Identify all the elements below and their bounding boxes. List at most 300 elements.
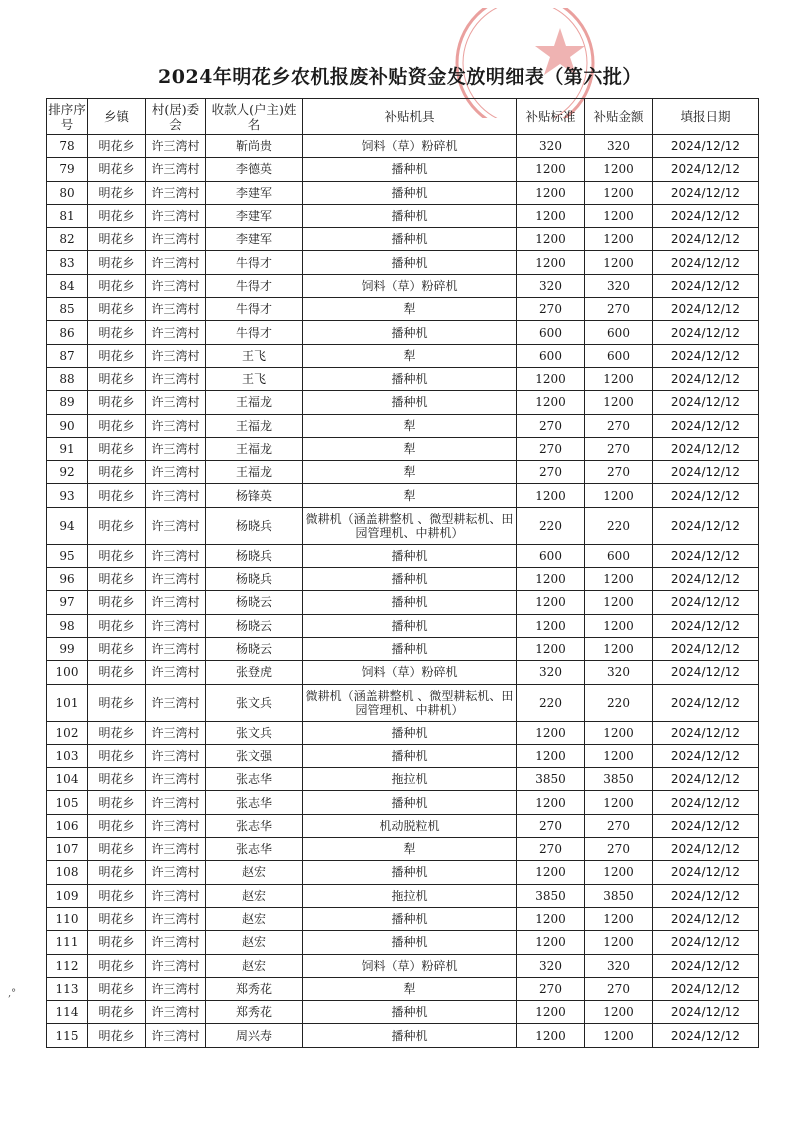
cell-date: 2024/12/12: [653, 1024, 759, 1047]
cell-seq: 89: [47, 391, 88, 414]
cell-payee: 张文兵: [206, 721, 303, 744]
cell-seq: 80: [47, 181, 88, 204]
header-payee: 收款人(户主)姓名: [206, 99, 303, 135]
cell-payee: 赵宏: [206, 954, 303, 977]
cell-amount: 3850: [585, 768, 653, 791]
cell-machine: 播种机: [303, 544, 517, 567]
cell-amount: 3850: [585, 884, 653, 907]
cell-seq: 88: [47, 367, 88, 390]
cell-machine: 机动脱粒机: [303, 814, 517, 837]
cell-standard: 1200: [517, 1001, 585, 1024]
cell-machine: 播种机: [303, 367, 517, 390]
table-row: [47, 274, 759, 297]
table-row: [47, 298, 759, 321]
cell-amount: 320: [585, 954, 653, 977]
cell-seq: 114: [47, 1001, 88, 1024]
cell-village: 许三湾村: [146, 135, 206, 158]
cell-machine: 犁: [303, 344, 517, 367]
cell-date: 2024/12/12: [653, 791, 759, 814]
cell-village: 许三湾村: [146, 684, 206, 721]
cell-amount: 270: [585, 461, 653, 484]
cell-machine: 饲料（草）粉碎机: [303, 274, 517, 297]
cell-township: 明花乡: [88, 614, 146, 637]
cell-date: 2024/12/12: [653, 274, 759, 297]
cell-machine: 拖拉机: [303, 768, 517, 791]
cell-amount: 270: [585, 298, 653, 321]
cell-payee: 王福龙: [206, 437, 303, 460]
cell-village: 许三湾村: [146, 391, 206, 414]
table-row: [47, 814, 759, 837]
cell-amount: 1200: [585, 484, 653, 507]
cell-machine: 播种机: [303, 1001, 517, 1024]
cell-amount: 1200: [585, 228, 653, 251]
table-row: [47, 484, 759, 507]
cell-standard: 1200: [517, 181, 585, 204]
cell-standard: 320: [517, 661, 585, 684]
table-row: [47, 228, 759, 251]
cell-payee: 周兴寿: [206, 1024, 303, 1047]
cell-machine: 播种机: [303, 907, 517, 930]
cell-payee: 李建军: [206, 228, 303, 251]
cell-date: 2024/12/12: [653, 367, 759, 390]
header-seq: 排序序号: [47, 99, 88, 135]
cell-seq: 85: [47, 298, 88, 321]
cell-standard: 1200: [517, 744, 585, 767]
cell-machine: 播种机: [303, 744, 517, 767]
cell-amount: 220: [585, 507, 653, 544]
cell-date: 2024/12/12: [653, 321, 759, 344]
cell-amount: 1200: [585, 391, 653, 414]
cell-seq: 78: [47, 135, 88, 158]
cell-standard: 600: [517, 321, 585, 344]
cell-seq: 102: [47, 721, 88, 744]
cell-amount: 1200: [585, 637, 653, 660]
cell-payee: 杨晓兵: [206, 507, 303, 544]
cell-village: 许三湾村: [146, 298, 206, 321]
cell-seq: 107: [47, 838, 88, 861]
cell-date: 2024/12/12: [653, 344, 759, 367]
cell-seq: 91: [47, 437, 88, 460]
cell-payee: 杨锋英: [206, 484, 303, 507]
cell-payee: 赵宏: [206, 931, 303, 954]
cell-standard: 1200: [517, 484, 585, 507]
cell-amount: 1200: [585, 204, 653, 227]
cell-township: 明花乡: [88, 721, 146, 744]
cell-standard: 1200: [517, 367, 585, 390]
cell-village: 许三湾村: [146, 437, 206, 460]
cell-seq: 82: [47, 228, 88, 251]
cell-village: 许三湾村: [146, 461, 206, 484]
cell-machine: 微耕机（涵盖耕整机 、微型耕耘机、田园管理机、中耕机）: [303, 684, 517, 721]
cell-standard: 220: [517, 507, 585, 544]
cell-amount: 1200: [585, 721, 653, 744]
cell-township: 明花乡: [88, 931, 146, 954]
cell-payee: 张登虎: [206, 661, 303, 684]
cell-seq: 86: [47, 321, 88, 344]
cell-amount: 220: [585, 684, 653, 721]
cell-seq: 106: [47, 814, 88, 837]
cell-township: 明花乡: [88, 954, 146, 977]
cell-date: 2024/12/12: [653, 907, 759, 930]
table-row: [47, 954, 759, 977]
cell-standard: 270: [517, 437, 585, 460]
cell-village: 许三湾村: [146, 721, 206, 744]
cell-machine: 播种机: [303, 251, 517, 274]
table-row: [47, 838, 759, 861]
cell-village: 许三湾村: [146, 1001, 206, 1024]
table-row: [47, 907, 759, 930]
cell-payee: 李建军: [206, 181, 303, 204]
cell-village: 许三湾村: [146, 977, 206, 1000]
table-row: [47, 204, 759, 227]
cell-standard: 1200: [517, 251, 585, 274]
table-row: [47, 884, 759, 907]
cell-payee: 张志华: [206, 838, 303, 861]
cell-date: 2024/12/12: [653, 591, 759, 614]
cell-seq: 105: [47, 791, 88, 814]
cell-amount: 1200: [585, 1001, 653, 1024]
cell-township: 明花乡: [88, 907, 146, 930]
cell-seq: 81: [47, 204, 88, 227]
cell-township: 明花乡: [88, 791, 146, 814]
cell-machine: 播种机: [303, 591, 517, 614]
cell-amount: 320: [585, 661, 653, 684]
cell-seq: 109: [47, 884, 88, 907]
cell-standard: 270: [517, 461, 585, 484]
cell-seq: 98: [47, 614, 88, 637]
cell-village: 许三湾村: [146, 484, 206, 507]
table-row: [47, 614, 759, 637]
cell-township: 明花乡: [88, 228, 146, 251]
cell-date: 2024/12/12: [653, 1001, 759, 1024]
cell-date: 2024/12/12: [653, 181, 759, 204]
cell-payee: 张志华: [206, 768, 303, 791]
cell-machine: 播种机: [303, 391, 517, 414]
cell-machine: 播种机: [303, 228, 517, 251]
cell-amount: 600: [585, 544, 653, 567]
cell-date: 2024/12/12: [653, 544, 759, 567]
cell-township: 明花乡: [88, 484, 146, 507]
cell-date: 2024/12/12: [653, 721, 759, 744]
cell-payee: 王福龙: [206, 414, 303, 437]
cell-date: 2024/12/12: [653, 507, 759, 544]
cell-amount: 1200: [585, 907, 653, 930]
cell-payee: 王飞: [206, 367, 303, 390]
cell-payee: 郑秀花: [206, 977, 303, 1000]
cell-township: 明花乡: [88, 768, 146, 791]
cell-seq: 90: [47, 414, 88, 437]
cell-date: 2024/12/12: [653, 684, 759, 721]
cell-date: 2024/12/12: [653, 461, 759, 484]
cell-amount: 1200: [585, 367, 653, 390]
cell-village: 许三湾村: [146, 274, 206, 297]
cell-township: 明花乡: [88, 274, 146, 297]
cell-township: 明花乡: [88, 684, 146, 721]
header-machine: 补贴机具: [303, 99, 517, 135]
cell-date: 2024/12/12: [653, 661, 759, 684]
cell-township: 明花乡: [88, 414, 146, 437]
cell-machine: 犁: [303, 461, 517, 484]
cell-village: 许三湾村: [146, 814, 206, 837]
cell-seq: 104: [47, 768, 88, 791]
cell-standard: 1200: [517, 907, 585, 930]
cell-date: 2024/12/12: [653, 954, 759, 977]
cell-date: 2024/12/12: [653, 838, 759, 861]
cell-township: 明花乡: [88, 814, 146, 837]
table-row: [47, 637, 759, 660]
cell-township: 明花乡: [88, 861, 146, 884]
cell-date: 2024/12/12: [653, 414, 759, 437]
cell-amount: 270: [585, 814, 653, 837]
cell-village: 许三湾村: [146, 544, 206, 567]
cell-machine: 播种机: [303, 791, 517, 814]
cell-township: 明花乡: [88, 661, 146, 684]
cell-date: 2024/12/12: [653, 768, 759, 791]
cell-village: 许三湾村: [146, 838, 206, 861]
cell-amount: 320: [585, 135, 653, 158]
cell-date: 2024/12/12: [653, 744, 759, 767]
cell-machine: 微耕机（涵盖耕整机 、微型耕耘机、田园管理机、中耕机）: [303, 507, 517, 544]
cell-village: 许三湾村: [146, 931, 206, 954]
header-date: 填报日期: [653, 99, 759, 135]
table-row: [47, 461, 759, 484]
cell-seq: 79: [47, 158, 88, 181]
cell-seq: 92: [47, 461, 88, 484]
cell-amount: 270: [585, 977, 653, 1000]
cell-seq: 100: [47, 661, 88, 684]
cell-standard: 1200: [517, 791, 585, 814]
cell-machine: 播种机: [303, 321, 517, 344]
cell-standard: 320: [517, 135, 585, 158]
cell-date: 2024/12/12: [653, 861, 759, 884]
cell-village: 许三湾村: [146, 228, 206, 251]
cell-standard: 1200: [517, 391, 585, 414]
cell-seq: 110: [47, 907, 88, 930]
cell-amount: 1200: [585, 568, 653, 591]
cell-standard: 1200: [517, 158, 585, 181]
cell-payee: 张文兵: [206, 684, 303, 721]
table-row: [47, 367, 759, 390]
cell-standard: 1200: [517, 568, 585, 591]
cell-amount: 320: [585, 274, 653, 297]
cell-seq: 94: [47, 507, 88, 544]
cell-village: 许三湾村: [146, 414, 206, 437]
table-row: [47, 507, 759, 544]
cell-date: 2024/12/12: [653, 391, 759, 414]
table-row: [47, 591, 759, 614]
cell-village: 许三湾村: [146, 1024, 206, 1047]
cell-village: 许三湾村: [146, 884, 206, 907]
header-amount: 补贴金额: [585, 99, 653, 135]
cell-machine: 犁: [303, 977, 517, 1000]
cell-payee: 张文强: [206, 744, 303, 767]
header-township: 乡镇: [88, 99, 146, 135]
cell-standard: 3850: [517, 884, 585, 907]
cell-seq: 101: [47, 684, 88, 721]
cell-payee: 杨晓云: [206, 614, 303, 637]
table-row: [47, 568, 759, 591]
cell-village: 许三湾村: [146, 954, 206, 977]
cell-machine: 播种机: [303, 158, 517, 181]
cell-payee: 王飞: [206, 344, 303, 367]
table-row: [47, 791, 759, 814]
cell-seq: 111: [47, 931, 88, 954]
cell-seq: 113: [47, 977, 88, 1000]
cell-payee: 牛得才: [206, 274, 303, 297]
cell-machine: 饲料（草）粉碎机: [303, 954, 517, 977]
subsidy-table: [46, 98, 759, 1048]
cell-village: 许三湾村: [146, 591, 206, 614]
cell-seq: 108: [47, 861, 88, 884]
table-row: [47, 977, 759, 1000]
cell-township: 明花乡: [88, 977, 146, 1000]
cell-standard: 3850: [517, 768, 585, 791]
table-row: [47, 1024, 759, 1047]
cell-seq: 87: [47, 344, 88, 367]
cell-seq: 115: [47, 1024, 88, 1047]
cell-machine: 犁: [303, 414, 517, 437]
cell-township: 明花乡: [88, 251, 146, 274]
cell-payee: 牛得才: [206, 298, 303, 321]
cell-village: 许三湾村: [146, 568, 206, 591]
cell-standard: 1200: [517, 931, 585, 954]
table-row: [47, 1001, 759, 1024]
cell-date: 2024/12/12: [653, 437, 759, 460]
cell-amount: 270: [585, 437, 653, 460]
cell-township: 明花乡: [88, 884, 146, 907]
cell-village: 许三湾村: [146, 344, 206, 367]
cell-standard: 220: [517, 684, 585, 721]
cell-township: 明花乡: [88, 344, 146, 367]
cell-township: 明花乡: [88, 367, 146, 390]
cell-amount: 1200: [585, 791, 653, 814]
cell-seq: 112: [47, 954, 88, 977]
header-standard: 补贴标准: [517, 99, 585, 135]
cell-date: 2024/12/12: [653, 158, 759, 181]
cell-village: 许三湾村: [146, 507, 206, 544]
cell-machine: 犁: [303, 437, 517, 460]
cell-date: 2024/12/12: [653, 614, 759, 637]
cell-seq: 103: [47, 744, 88, 767]
cell-village: 许三湾村: [146, 791, 206, 814]
cell-amount: 270: [585, 838, 653, 861]
cell-machine: 播种机: [303, 181, 517, 204]
cell-amount: 1200: [585, 614, 653, 637]
cell-machine: 拖拉机: [303, 884, 517, 907]
cell-date: 2024/12/12: [653, 135, 759, 158]
cell-standard: 1200: [517, 721, 585, 744]
table-row: [47, 414, 759, 437]
cell-amount: 270: [585, 414, 653, 437]
cell-standard: 270: [517, 814, 585, 837]
cell-standard: 270: [517, 838, 585, 861]
table-row: [47, 321, 759, 344]
cell-township: 明花乡: [88, 507, 146, 544]
table-row: [47, 684, 759, 721]
cell-standard: 1200: [517, 637, 585, 660]
cell-amount: 1200: [585, 158, 653, 181]
table-row: [47, 931, 759, 954]
table-row: [47, 158, 759, 181]
cell-date: 2024/12/12: [653, 977, 759, 1000]
cell-payee: 牛得才: [206, 321, 303, 344]
cell-payee: 赵宏: [206, 884, 303, 907]
cell-seq: 93: [47, 484, 88, 507]
cell-payee: 赵宏: [206, 907, 303, 930]
cell-seq: 96: [47, 568, 88, 591]
cell-amount: 1200: [585, 861, 653, 884]
cell-date: 2024/12/12: [653, 484, 759, 507]
table-row: [47, 181, 759, 204]
table-row: [47, 544, 759, 567]
cell-village: 许三湾村: [146, 367, 206, 390]
cell-seq: 97: [47, 591, 88, 614]
cell-standard: 320: [517, 954, 585, 977]
cell-village: 许三湾村: [146, 181, 206, 204]
cell-standard: 1200: [517, 614, 585, 637]
cell-payee: 杨晓云: [206, 637, 303, 660]
cell-machine: 犁: [303, 838, 517, 861]
cell-date: 2024/12/12: [653, 814, 759, 837]
table-row: [47, 721, 759, 744]
table-row: [47, 437, 759, 460]
table-row: [47, 661, 759, 684]
cell-machine: 播种机: [303, 568, 517, 591]
cell-township: 明花乡: [88, 298, 146, 321]
cell-machine: 犁: [303, 484, 517, 507]
cell-payee: 杨晓云: [206, 591, 303, 614]
cell-payee: 李建军: [206, 204, 303, 227]
cell-standard: 1200: [517, 591, 585, 614]
cell-township: 明花乡: [88, 544, 146, 567]
cell-village: 许三湾村: [146, 204, 206, 227]
table-row: [47, 135, 759, 158]
cell-standard: 600: [517, 544, 585, 567]
cell-standard: 600: [517, 344, 585, 367]
cell-amount: 1200: [585, 251, 653, 274]
cell-standard: 270: [517, 414, 585, 437]
cell-standard: 1200: [517, 204, 585, 227]
cell-village: 许三湾村: [146, 158, 206, 181]
cell-standard: 1200: [517, 228, 585, 251]
cell-payee: 赵宏: [206, 861, 303, 884]
cell-township: 明花乡: [88, 204, 146, 227]
cell-standard: 320: [517, 274, 585, 297]
cell-date: 2024/12/12: [653, 568, 759, 591]
cell-amount: 1200: [585, 591, 653, 614]
cell-township: 明花乡: [88, 1001, 146, 1024]
cell-payee: 李德英: [206, 158, 303, 181]
cell-seq: 84: [47, 274, 88, 297]
cell-township: 明花乡: [88, 568, 146, 591]
cell-township: 明花乡: [88, 1024, 146, 1047]
cell-village: 许三湾村: [146, 637, 206, 660]
table-row: [47, 744, 759, 767]
cell-payee: 王福龙: [206, 461, 303, 484]
cell-payee: 张志华: [206, 814, 303, 837]
table-row: [47, 861, 759, 884]
cell-township: 明花乡: [88, 461, 146, 484]
cell-machine: 犁: [303, 298, 517, 321]
cell-date: 2024/12/12: [653, 204, 759, 227]
cell-date: 2024/12/12: [653, 931, 759, 954]
cell-machine: 播种机: [303, 861, 517, 884]
table-header-row: [47, 99, 759, 135]
cell-township: 明花乡: [88, 437, 146, 460]
cell-township: 明花乡: [88, 321, 146, 344]
cell-township: 明花乡: [88, 135, 146, 158]
scan-mark: ,°: [8, 988, 17, 999]
